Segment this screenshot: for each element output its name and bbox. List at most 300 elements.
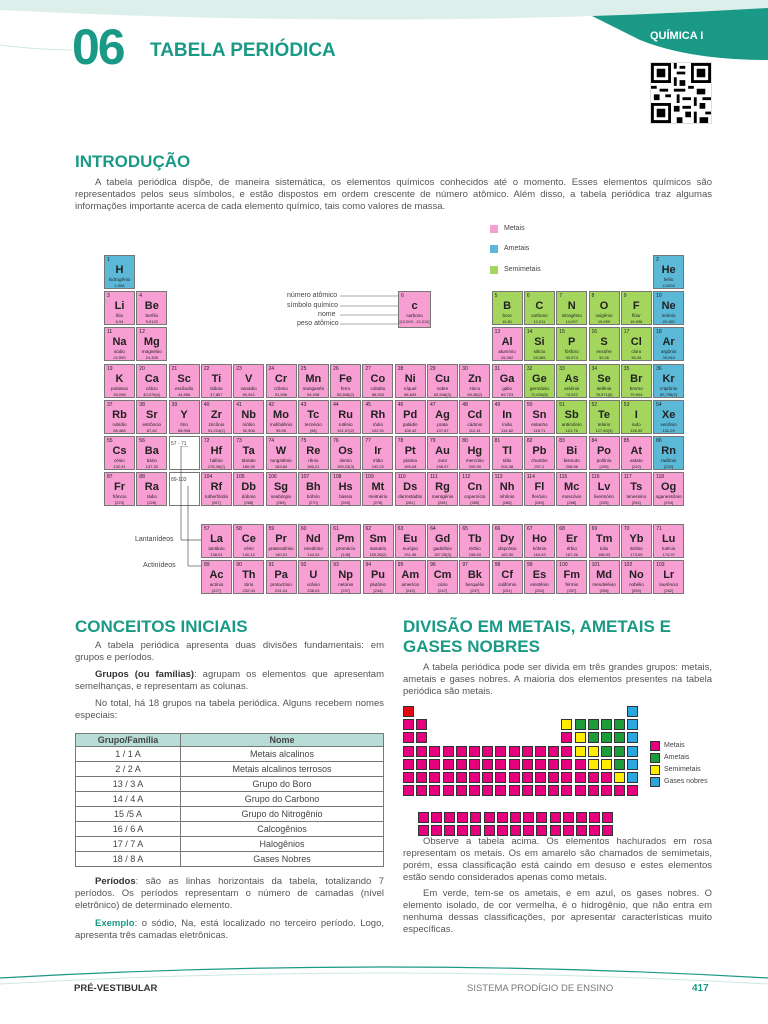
- legend-ametais-swatch: [490, 245, 498, 253]
- group-name-cell: Metais alcalinos terrosos: [181, 762, 384, 777]
- group-number-cell: 13 / 3 A: [76, 777, 181, 792]
- mini-cell: [509, 746, 520, 757]
- range-lanthanides: 57 - 71: [171, 441, 187, 447]
- legend-ametais-label: Ametais: [504, 245, 530, 252]
- actinide-u: 92 U urânio 238,03: [298, 560, 329, 594]
- chapter-number: 06: [72, 19, 124, 75]
- mini-cell: [627, 772, 638, 783]
- mini-cell: [469, 785, 480, 796]
- element-sg: 106 Sg seabórgio [269]: [266, 472, 297, 506]
- element-be: 4 Be berílio 9,0122: [136, 291, 167, 325]
- conceitos-p5-text: : o sódio, Na, está localizado no terceiro período. Logo, apresenta três camadas eletrônicas.: [75, 918, 384, 941]
- lanthanide-er: 68 Er érbio 167,26: [556, 524, 587, 558]
- lanthanide-la: 57 La lantânio 138,91: [201, 524, 232, 558]
- mini-cell: [589, 825, 600, 836]
- mini-cell: [522, 785, 533, 796]
- group-name-cell: Calcogênios: [181, 822, 384, 837]
- element-na: 11 Na sódio 22,990: [104, 327, 135, 361]
- element-ag: 47 Ag prata 107,87: [427, 400, 458, 434]
- mini-cell: [627, 732, 638, 743]
- mini-cell: [418, 825, 429, 836]
- element-ds: 110 Ds darmstádtio [281]: [395, 472, 426, 506]
- mini-cell: [470, 825, 481, 836]
- mini-cell: [456, 759, 467, 770]
- mini-cell: [614, 732, 625, 743]
- groups-table-header-nome: Nome: [181, 734, 384, 747]
- legend-semimetais-swatch: [490, 266, 498, 274]
- mini-cell: [602, 825, 613, 836]
- mini-cell: [563, 812, 574, 823]
- lanthanide-sm: 62 Sm samário 150,36(2): [363, 524, 394, 558]
- mini-cell: [576, 812, 587, 823]
- element-ar: 18 Ar argônio 39,948: [653, 327, 684, 361]
- element-os: 76 Os ósmio 190,23(3): [330, 436, 361, 470]
- element-mn: 25 Mn manganês 54,938: [298, 364, 329, 398]
- element-co: 27 Co cobalto 58,933: [362, 364, 393, 398]
- group-name-cell: Grupo do Boro: [181, 777, 384, 792]
- mini-legend-semimetais-label: Semimetais: [664, 766, 701, 773]
- mini-cell: [444, 812, 455, 823]
- mini-cell: [522, 772, 533, 783]
- mini-cell: [510, 825, 521, 836]
- footer-left: PRÉ-VESTIBULAR: [74, 983, 158, 994]
- element-o: 8 O oxigênio 15,999: [589, 291, 620, 325]
- mini-cell: [443, 746, 454, 757]
- group-number-cell: 16 / 6 A: [76, 822, 181, 837]
- mini-cell: [601, 785, 612, 796]
- mini-cell: [495, 746, 506, 757]
- divisao-p2: Observe a tabela acima. Os elementos hachurados em rosa representam os metais. Os em amarelo são chamados de semimetais, porém, essa classificação está caindo em desuso e estes elementos estão sendo considerados apenas como metais.: [403, 836, 712, 883]
- mini-legend-metais-label: Metais: [664, 742, 685, 749]
- mini-cell: [416, 785, 427, 796]
- mini-cell: [575, 785, 586, 796]
- mini-legend-ametais-swatch: [650, 753, 660, 763]
- mini-cell: [576, 825, 587, 836]
- mini-cell: [470, 812, 481, 823]
- actinide-cf: 98 Cf califórnio [251]: [492, 560, 523, 594]
- element-sn: 50 Sn estanho 118,71: [524, 400, 555, 434]
- actinide-ac: 89 Ac actínio [227]: [201, 560, 232, 594]
- mini-cell: [535, 759, 546, 770]
- mini-cell: [523, 825, 534, 836]
- mini-legend-ametais-label: Ametais: [664, 754, 690, 761]
- mini-cell: [601, 719, 612, 730]
- element-ni: 28 Ni níquel 58,693: [395, 364, 426, 398]
- mini-cell: [535, 772, 546, 783]
- mini-cell: [482, 785, 493, 796]
- actinide-bk: 97 Bk berquélio [247]: [459, 560, 490, 594]
- group-number-cell: 1 / 1 A: [76, 747, 181, 762]
- element-cl: 17 Cl cloro 35,45: [621, 327, 652, 361]
- element-cd: 48 Cd cádmio 112,41: [459, 400, 490, 434]
- mini-cell: [561, 772, 572, 783]
- mini-cell: [523, 812, 534, 823]
- mini-cell: [495, 772, 506, 783]
- element-mg: 12 Mg magnésio 24,305: [136, 327, 167, 361]
- conceitos-p4: [75, 876, 384, 912]
- mini-legend-gases-label: Gases nobres: [664, 778, 708, 785]
- lanthanide-tm: 69 Tm túlio 168,93: [589, 524, 620, 558]
- range-actinides: 89-103: [171, 477, 187, 483]
- conceitos-p1: A tabela periódica apresenta duas divisões fundamentais: em grupos e períodos.: [75, 640, 384, 663]
- group-number-cell: 14 / 4 A: [76, 792, 181, 807]
- mini-cell: [469, 759, 480, 770]
- group-number-cell: 18 / 8 A: [76, 852, 181, 867]
- mini-cell: [535, 746, 546, 757]
- element-v: 23 V vanádio 50,942: [233, 364, 264, 398]
- element-ts: 117 Ts tenessino [294]: [621, 472, 652, 506]
- element-ge: 32 Ge germânio 72,630(8): [524, 364, 555, 398]
- groups-table-header-grupo: Grupo/Família: [76, 734, 181, 747]
- mini-cell: [418, 812, 429, 823]
- mini-cell: [456, 746, 467, 757]
- actinide-md: 101 Md mendelévio [258]: [589, 560, 620, 594]
- mini-cell: [601, 732, 612, 743]
- actinide-cm: 96 Cm cúrio [247]: [427, 560, 458, 594]
- element-sb: 51 Sb antimônio 121,76: [556, 400, 587, 434]
- lanthanide-ce: 58 Ce cério 140,12: [233, 524, 264, 558]
- actinide-es: 99 Es einstênio [252]: [524, 560, 555, 594]
- conceitos-p4-bold: Períodos: [95, 876, 136, 887]
- mini-cell: [429, 772, 440, 783]
- mini-cell: [403, 706, 414, 717]
- lanthanide-eu: 63 Eu európio 151,96: [395, 524, 426, 558]
- element-te: 52 Te telúrio 127,60(3): [589, 400, 620, 434]
- mini-cell: [416, 746, 427, 757]
- element-db: 105 Db dúbnio [268]: [233, 472, 264, 506]
- element-pd: 46 Pd paládio 106,42: [395, 400, 426, 434]
- element-at: 85 At astato [210]: [621, 436, 652, 470]
- mini-cell: [627, 746, 638, 757]
- mini-cell: [443, 759, 454, 770]
- element-rb: 37 Rb rubídio 85,468: [104, 400, 135, 434]
- element-f: 9 F flúor 18,998: [621, 291, 652, 325]
- element-po: 84 Po polônio [209]: [589, 436, 620, 470]
- qr-code-icon[interactable]: [650, 62, 712, 124]
- lanthanide-pr: 59 Pr praseodímio 140,91: [266, 524, 297, 558]
- element-hf: 72 Hf háfnio 178,49(2): [201, 436, 232, 470]
- mini-cell: [495, 759, 506, 770]
- element-mt: 109 Mt meitnério [278]: [362, 472, 393, 506]
- mini-cell: [429, 785, 440, 796]
- element-kr: 36 Kr criptônio 83,798(2): [653, 364, 684, 398]
- element-ta: 73 Ta tântalo 180,95: [233, 436, 264, 470]
- element-hg: 80 Hg mercúrio 200,59: [459, 436, 490, 470]
- fblock-connector-lines: [176, 446, 206, 576]
- mini-cell: [588, 732, 599, 743]
- element-rh: 45 Rh ródio 102,91: [362, 400, 393, 434]
- actinide-pa: 91 Pa protactínio 231,04: [266, 560, 297, 594]
- actinide-fm: 100 Fm férmio [257]: [556, 560, 587, 594]
- mini-cell: [548, 759, 559, 770]
- conceitos-p5: [75, 918, 384, 942]
- lanthanide-lu: 71 Lu lutécio 174,97: [653, 524, 684, 558]
- mini-cell: [563, 825, 574, 836]
- mini-cell: [627, 759, 638, 770]
- group-name-cell: Halogênios: [181, 837, 384, 852]
- element-nb: 41 Nb nióbio 92,906: [233, 400, 264, 434]
- mini-cell: [601, 759, 612, 770]
- mini-cell: [588, 746, 599, 757]
- element-i: 53 I iodo 126,90: [621, 400, 652, 434]
- mini-cell: [443, 772, 454, 783]
- section-title-introducao: INTRODUÇÃO: [75, 152, 191, 171]
- mini-cell: [548, 746, 559, 757]
- element-pb: 82 Pb chumbo 207,2: [524, 436, 555, 470]
- element-c: 6 C carbono 12,011: [524, 291, 555, 325]
- element-sc: 21 Sc escândio 44,956: [169, 364, 200, 398]
- element-b: 5 B boro 10,81: [492, 291, 523, 325]
- mini-cell: [575, 759, 586, 770]
- mini-cell: [535, 785, 546, 796]
- actinide-am: 95 Am amerício [243]: [395, 560, 426, 594]
- mini-legend-semimetais-swatch: [650, 765, 660, 775]
- element-h: 1 H hidrogênio 1,008: [104, 255, 135, 289]
- element-li: 3 Li lítio 6,94: [104, 291, 135, 325]
- group-number-cell: 17 / 7 A: [76, 837, 181, 852]
- group-name-cell: Grupo do Carbono: [181, 792, 384, 807]
- element-rf: 104 Rf rutherfórdio [267]: [201, 472, 232, 506]
- element-fl: 114 Fl fleróvio [289]: [524, 472, 555, 506]
- lanthanide-pm: 61 Pm promécio [145]: [330, 524, 361, 558]
- conceitos-p4-text: : são as linhas horizontais da tabela, totalizando 7 períodos. Os períodos representam o número de camadas (nível eletrônico) de determinado elemento.: [75, 876, 384, 911]
- mini-cell: [575, 732, 586, 743]
- element-zn: 30 Zn zinco 65,38(2): [459, 364, 490, 398]
- lanthanide-dy: 66 Dy disprósio 162,50: [492, 524, 523, 558]
- group-name-cell: Metais alcalinos: [181, 747, 384, 762]
- mini-cell: [429, 759, 440, 770]
- mini-cell: [403, 772, 414, 783]
- conceitos-p2: [75, 669, 384, 693]
- element-in: 49 In índio 114,82: [492, 400, 523, 434]
- mini-legend-metais-swatch: [650, 741, 660, 751]
- lanthanide-gd: 64 Gd gadolínio 157,25(3): [427, 524, 458, 558]
- mini-cell: [469, 772, 480, 783]
- element-nh: 113 Nh nihônio [286]: [492, 472, 523, 506]
- mini-cell: [575, 719, 586, 730]
- mini-cell: [601, 772, 612, 783]
- element-s: 16 S enxofre 32,06: [589, 327, 620, 361]
- groups-table-row: [76, 807, 384, 822]
- mini-cell: [484, 825, 495, 836]
- mini-cell: [561, 732, 572, 743]
- element-cn: 112 Cn copernício [285]: [459, 472, 490, 506]
- section-title-conceitos: CONCEITOS INICIAIS: [75, 617, 248, 636]
- group-name-cell: Grupo do Nitrogênio: [181, 807, 384, 822]
- mini-cell: [469, 746, 480, 757]
- element-w: 74 W tungstênio 183,84: [266, 436, 297, 470]
- mini-cell: [431, 825, 442, 836]
- groups-table: [75, 733, 384, 867]
- group-number-cell: 2 / 2 A: [76, 762, 181, 777]
- mini-cell: [561, 785, 572, 796]
- groups-table-row: [76, 777, 384, 792]
- element-br: 35 Br bromo 79,904: [621, 364, 652, 398]
- actinide-lr: 103 Lr laurêncio [262]: [653, 560, 684, 594]
- key-numero-atomico: número atômico: [287, 292, 338, 299]
- legend-metais-label: Metais: [504, 225, 525, 232]
- element-ba: 56 Ba bário 137,33: [136, 436, 167, 470]
- mini-cell: [482, 772, 493, 783]
- element-p: 15 P fósforo 30,974: [556, 327, 587, 361]
- element-fe: 26 Fe ferro 55,845(2): [330, 364, 361, 398]
- mini-cell: [550, 825, 561, 836]
- groups-table-row: [76, 747, 384, 762]
- mini-cell: [431, 812, 442, 823]
- element-ca: 20 Ca cálcio 40,078(4): [136, 364, 167, 398]
- row-label-actinideos: Actinídeos: [143, 562, 176, 569]
- element-tc: 43 Tc tecnécio [98]: [298, 400, 329, 434]
- mini-cell: [429, 746, 440, 757]
- page-number: 417: [692, 983, 709, 994]
- mini-cell: [614, 746, 625, 757]
- element-rn: 86 Rn radônio [222]: [653, 436, 684, 470]
- mini-cell: [536, 825, 547, 836]
- mini-cell: [403, 732, 414, 743]
- element-au: 79 Au ouro 196,97: [427, 436, 458, 470]
- element-cs: 55 Cs césio 132,91: [104, 436, 135, 470]
- mini-cell: [403, 746, 414, 757]
- group-name-cell: Gases Nobres: [181, 852, 384, 867]
- element-as: 33 As arsênio 74,922: [556, 364, 587, 398]
- mini-legend-gases-swatch: [650, 777, 660, 787]
- group-number-cell: 15 /5 A: [76, 807, 181, 822]
- legend-semimetais-label: Semimetais: [504, 266, 541, 273]
- intro-paragraph: A tabela periódica dispõe, de maneira sistemática, os elementos químicos conhecidos até o momento. Esses elementos químicos são representados pelos seus símbolos, e estão dispostos em ordem crescente de número atômico. Além disso, a tabela periódica traz algumas informações importante acerca de cada elemento químico, tais como valores de massa.: [75, 177, 712, 212]
- lanthanide-ho: 67 Ho hólmio 164,93: [524, 524, 555, 558]
- groups-table-row: [76, 792, 384, 807]
- element-y: 39 Y ítrio 88,906: [169, 400, 200, 434]
- element-rg: 111 Rg roentgênio [281]: [427, 472, 458, 506]
- divisao-p3: Em verde, tem-se os ametais, e em azul, os gases nobres. O elemento isolado, de cor vermelha, é o hidrogênio, que não entra em nenhuma dessas classificações, por apresentar características muito específicas.: [403, 888, 712, 935]
- element-bh: 107 Bh bóhrio [270]: [298, 472, 329, 506]
- mini-cell: [588, 785, 599, 796]
- mini-cell: [614, 772, 625, 783]
- mini-cell: [416, 759, 427, 770]
- mini-cell: [561, 746, 572, 757]
- conceitos-p3: No total, há 18 grupos na tabela periódica. Alguns recebem nomes especiais:: [75, 698, 384, 721]
- key-nome: nome: [318, 311, 336, 318]
- mini-cell: [550, 812, 561, 823]
- element-re: 75 Re rênio 186,21: [298, 436, 329, 470]
- subject-label: QUÍMICA I: [650, 30, 704, 42]
- mini-cell: [548, 772, 559, 783]
- mini-cell: [457, 825, 468, 836]
- element-he: 2 He hélio 4,0026: [653, 255, 684, 289]
- groups-table-row: [76, 837, 384, 852]
- element-pt: 78 Pt platina 195,08: [395, 436, 426, 470]
- element-mo: 42 Mo molibdênio 95,95: [266, 400, 297, 434]
- element-ga: 31 Ga gálio 69,723: [492, 364, 523, 398]
- element-si: 14 Si silício 28,085: [524, 327, 555, 361]
- element-xe: 54 Xe xenônio 131,29: [653, 400, 684, 434]
- mini-cell: [614, 785, 625, 796]
- mini-cell: [588, 719, 599, 730]
- footer-center: SISTEMA PRODÍGIO DE ENSINO: [467, 983, 614, 994]
- mini-cell: [497, 825, 508, 836]
- element-ir: 77 Ir irídio 192,22: [362, 436, 393, 470]
- mini-cell: [588, 759, 599, 770]
- legend-metais-swatch: [490, 225, 498, 233]
- lanthanide-nd: 60 Nd neodímio 144,24: [298, 524, 329, 558]
- chapter-title: TABELA PERIÓDICA: [150, 40, 336, 61]
- mini-cell: [510, 812, 521, 823]
- mini-cell: [627, 706, 638, 717]
- mini-cell: [614, 759, 625, 770]
- mini-cell: [575, 772, 586, 783]
- element-ne: 10 Ne neônio 20,180: [653, 291, 684, 325]
- groups-table-row: [76, 822, 384, 837]
- mini-cell: [482, 759, 493, 770]
- mini-cell: [443, 785, 454, 796]
- mini-cell: [509, 785, 520, 796]
- mini-cell: [497, 812, 508, 823]
- mini-cell: [548, 785, 559, 796]
- mini-cell: [444, 825, 455, 836]
- mini-cell: [416, 719, 427, 730]
- mini-cell: [416, 732, 427, 743]
- row-label-lantanideos: Lantanídeos: [135, 536, 174, 543]
- groups-table-row: [76, 852, 384, 867]
- conceitos-p5-bold: Exemplo: [95, 918, 135, 929]
- mini-cell: [484, 812, 495, 823]
- element-og: 118 Og oganessônio [294]: [653, 472, 684, 506]
- conceitos-p2-text: : agrupam os elementos que apresentam semelhanças, e representam as colunas.: [75, 669, 384, 692]
- element-se: 34 Se selênio 78,971(8): [589, 364, 620, 398]
- mini-cell: [588, 772, 599, 783]
- groups-table-row: [76, 762, 384, 777]
- mini-cell: [561, 759, 572, 770]
- element-al: 13 Al alumínio 26,982: [492, 327, 523, 361]
- mini-cell: [536, 812, 547, 823]
- mini-cell: [416, 772, 427, 783]
- element-n: 7 N nitrogênio 14,007: [556, 291, 587, 325]
- element-cu: 29 Cu cobre 63,546(3): [427, 364, 458, 398]
- mini-cell: [522, 746, 533, 757]
- element-ru: 44 Ru rutênio 101,07(2): [330, 400, 361, 434]
- key-peso: peso atômico: [297, 320, 339, 327]
- section-title-divisao: DIVISÃO EM METAIS, AMETAIS E GASES NOBRES: [403, 617, 671, 657]
- mini-cell: [522, 759, 533, 770]
- mini-cell: [601, 746, 612, 757]
- mini-cell: [482, 746, 493, 757]
- key-example-cell: 6 c carbono [12,009 ; 12,012]: [398, 291, 431, 328]
- mini-cell: [614, 719, 625, 730]
- mini-cell: [561, 719, 572, 730]
- element-zr: 40 Zr zircônio 91,224(2): [201, 400, 232, 434]
- element-cr: 24 Cr crômio 51,996: [266, 364, 297, 398]
- mini-cell: [457, 812, 468, 823]
- conceitos-p2-bold: Grupos (ou famílias): [95, 669, 195, 680]
- mini-cell: [509, 759, 520, 770]
- element-tl: 81 Tl tálio 204,38: [492, 436, 523, 470]
- mini-cell: [627, 719, 638, 730]
- mini-cell: [627, 785, 638, 796]
- element-k: 19 K potássio 39,098: [104, 364, 135, 398]
- mini-cell: [403, 785, 414, 796]
- element-hs: 108 Hs hássio [269]: [330, 472, 361, 506]
- element-lv: 116 Lv livermório [293]: [589, 472, 620, 506]
- actinide-th: 90 Th tório 232,04: [233, 560, 264, 594]
- key-simbolo: símbolo químico: [287, 302, 338, 309]
- mini-cell: [456, 772, 467, 783]
- actinide-pu: 94 Pu plutônio [244]: [363, 560, 394, 594]
- mini-cell: [575, 746, 586, 757]
- actinide-np: 93 Np netúnio [237]: [330, 560, 361, 594]
- element-fr: 87 Fr frâncio [223]: [104, 472, 135, 506]
- lanthanide-yb: 70 Yb itérbio 173,05: [621, 524, 652, 558]
- element-bi: 83 Bi bismuto 208,98: [556, 436, 587, 470]
